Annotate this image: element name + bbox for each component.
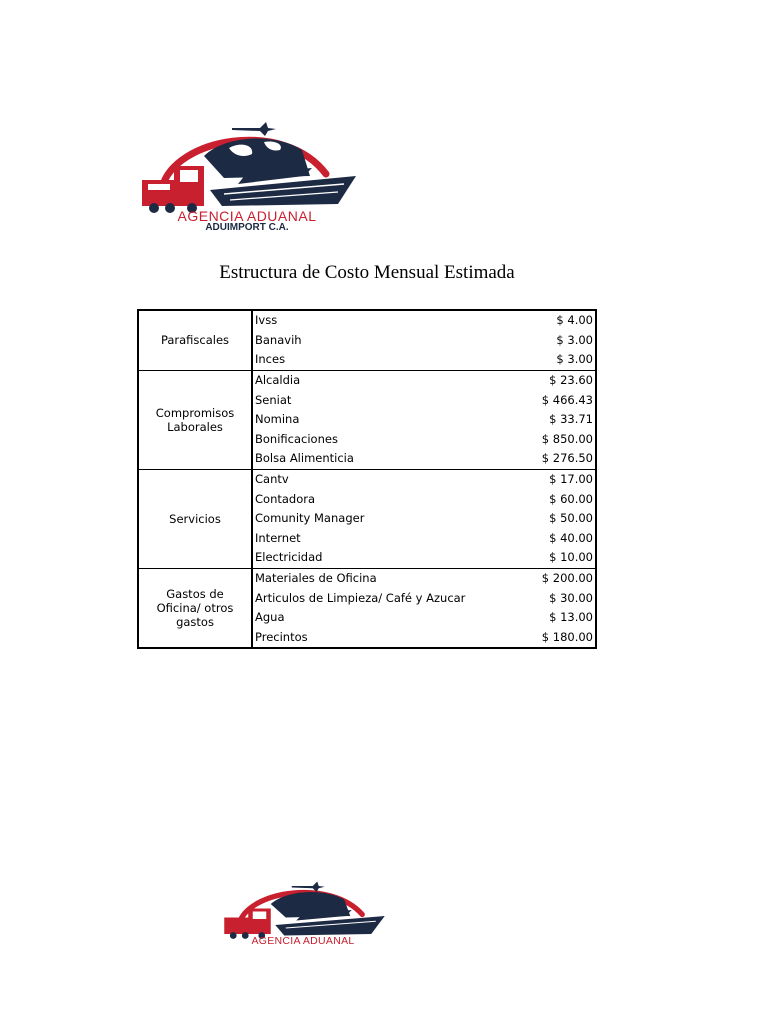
item-amount: $ 13.00 [549, 610, 593, 625]
item-amount: $ 200.00 [491, 568, 596, 588]
item-name: Ivss [255, 313, 278, 328]
item-name: Bonificaciones [255, 431, 338, 446]
logo-company-subtitle: ADUIMPORT C.A. [205, 222, 289, 233]
item-amount: $ 4.00 [556, 313, 593, 328]
item-name: Bolsa Alimenticia [255, 451, 354, 466]
footer-logo [218, 880, 388, 952]
item-amount: $ 60.00 [549, 491, 593, 506]
table-row [138, 469, 596, 489]
company-logo [134, 118, 360, 238]
item-amount: $ 23.60 [491, 370, 596, 390]
item-name: Seniat [255, 392, 292, 407]
item-amount: $ 17.00 [491, 469, 596, 489]
item-name: Articulos de Limpieza/ Café y Azucar [255, 590, 466, 605]
group-label: Servicios [138, 469, 252, 568]
item-name: Banavih [255, 332, 302, 347]
item-amount: $ 276.50 [541, 451, 593, 466]
table-row [138, 370, 596, 390]
item-amount: $ 10.00 [549, 550, 593, 565]
item-name: Precintos [255, 629, 308, 644]
item-name: Cantv [252, 469, 491, 489]
table-row [138, 568, 596, 588]
item-amount: $ 40.00 [549, 530, 593, 545]
item-name: Internet [255, 530, 301, 545]
item-amount: $ 3.00 [556, 332, 593, 347]
group-label: Parafiscales [138, 310, 252, 370]
item-amount: $ 850.00 [541, 431, 593, 446]
item-amount: $ 50.00 [549, 511, 593, 526]
logo-company-name: AGENCIA ADUANAL [177, 208, 317, 224]
table-row [138, 310, 596, 331]
item-amount: $ 30.00 [549, 590, 593, 605]
item-name: Agua [255, 610, 285, 625]
item-name: Inces [255, 352, 286, 367]
footer-logo-company-name: AGENCIA ADUANAL [251, 935, 355, 947]
item-name: Comunity Manager [255, 511, 365, 526]
document-title: Estructura de Costo Mensual Estimada [219, 262, 515, 283]
item-name: Nomina [255, 412, 300, 427]
item-name: Contadora [255, 491, 316, 506]
item-amount: $ 466.43 [541, 392, 593, 407]
cost-table [137, 309, 597, 649]
item-amount: $ 3.00 [556, 352, 593, 367]
group-label: Gastos de Oficina/ otros gastos [138, 568, 252, 648]
item-name: Alcaldia [252, 370, 491, 390]
item-amount: $ 180.00 [541, 629, 593, 644]
item-amount: $ 33.71 [549, 412, 593, 427]
item-name: Materiales de Oficina [252, 568, 491, 588]
group-label: Compromisos Laborales [138, 370, 252, 469]
item-name: Electricidad [255, 550, 323, 565]
